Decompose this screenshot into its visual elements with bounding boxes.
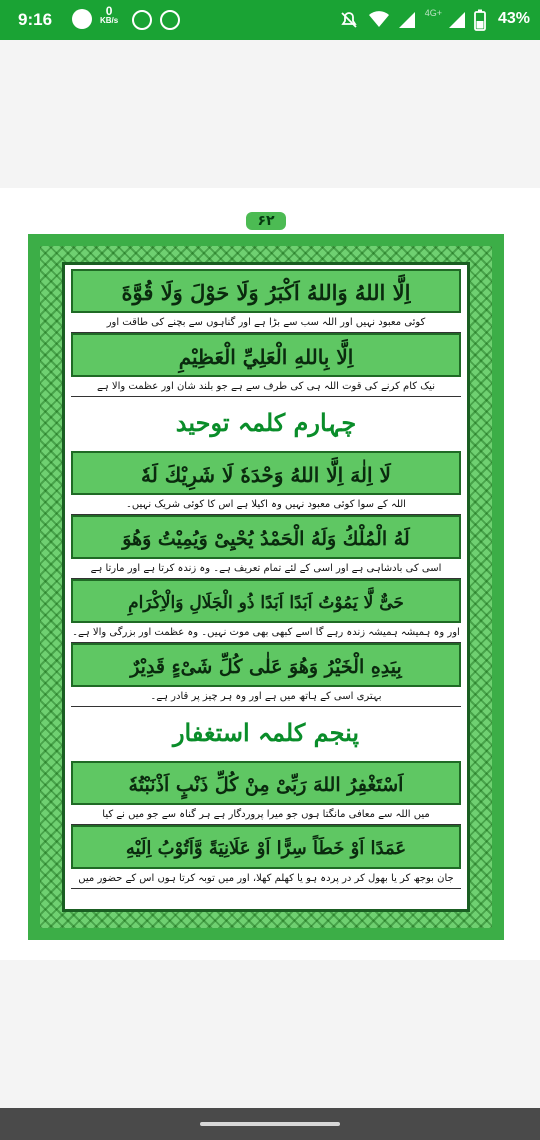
signal-icon [398, 11, 416, 29]
network-speed-unit: KB/s [100, 16, 119, 25]
battery-icon [474, 9, 486, 31]
arabic-line-4: لَهُ الْمُلْكُ وَلَهُ الْحَمْدُ يُحْيِیْ وَيُمِيْتُ وَهُوَ [71, 515, 461, 559]
signal-icon-2 [448, 11, 466, 29]
wifi-icon [368, 10, 390, 28]
kalma-page-image[interactable] [0, 188, 540, 960]
arabic-line-1: اِلَّا اللهُ وَاللهُ اَكْبَرُ وَلَا حَوْلَ وَلَا قُوَّةَ [71, 269, 461, 313]
network-speed-value: 0 [105, 4, 113, 18]
status-bar [0, 0, 540, 40]
battery-percent: 43% [497, 10, 530, 27]
urdu-translation-8: جان بوجھ کر یا بھول کر در پردہ ہو یا کھلم کھلا، اور میں توبہ کرتا ہوں اس کے حضور میں [71, 870, 461, 889]
mute-icon [340, 11, 358, 29]
status-time: 9:16 [18, 10, 53, 29]
page-number: ۶۲ [246, 212, 286, 230]
arabic-line-8: عَمَدًا اَوْ خَطَاً سِرًّا اَوْ عَلَانِيَةً وَّاَتُوْبُ اِلَيْهِ [71, 825, 461, 869]
home-gesture-handle[interactable] [200, 1122, 340, 1126]
arabic-line-5: حَیٌّ لَّا يَمُوْتُ اَبَدًا اَبَدًا ذُو الْجَلَالِ وَالْاِكْرَامِ [71, 579, 461, 623]
urdu-translation-2: نیک کام کرنے کی قوت اللہ ہی کی طرف سے ہے جو بلند شان اور عظمت والا ہے [71, 378, 461, 397]
urdu-translation-5: اور وہ ہمیشہ ہمیشہ زندہ رہے گا اسے کبھی بھی موت نہیں۔ وہ عظمت اور بزرگی والا ہے۔ [71, 624, 461, 643]
blocked-notification-icon [160, 10, 180, 30]
arabic-line-3: لَا اِلٰهَ اِلَّا اللهُ وَحْدَهٗ لَا شَرِيْكَ لَهٗ [71, 451, 461, 495]
urdu-translation-7: میں اللہ سے معافی مانگتا ہوں جو میرا پروردگار ہے ہر گناہ سے جو میں نے کیا [71, 806, 461, 825]
arabic-line-7: اَسْتَغْفِرُ اللهَ رَبِّیْ مِنْ كُلِّ ذَنْبٍ اَذْنَبْتُهٗ [71, 761, 461, 805]
urdu-translation-6: بہتری اسی کے ہاتھ میں ہے اور وہ ہر چیز پر قادر ہے۔ [71, 688, 461, 707]
navigation-bar [0, 1108, 540, 1140]
section-heading-tawheed: چہارم کلمہ توحید [71, 399, 461, 447]
network-type: 4G+ [424, 8, 442, 18]
network-speed [100, 4, 119, 25]
decorative-frame [28, 234, 504, 940]
arabic-line-6: بِيَدِهِ الْخَيْرُ وَهُوَ عَلٰى كُلِّ شَیْءٍ قَدِيْرٌ [71, 643, 461, 687]
arabic-line-2: اِلَّا بِاللهِ الْعَلِيِّ الْعَظِيْمِ [71, 333, 461, 377]
trash-notification-icon [132, 10, 152, 30]
notification-dot-icon [72, 9, 92, 29]
urdu-translation-3: اللہ کے سوا کوئی معبود نہیں وہ اکیلا ہے اس کا کوئی شریک نہیں۔ [71, 496, 461, 515]
kalma-text-panel [62, 262, 470, 912]
urdu-translation-4: اسی کی بادشاہی ہے اور اسی کے لئے تمام تعریف ہے۔ وہ زندہ کرتا ہے اور مارتا ہے [71, 560, 461, 579]
section-heading-istighfar: پنجم کلمہ استغفار [71, 709, 461, 757]
urdu-translation-1: کوئی معبود نہیں اور اللہ سب سے بڑا ہے اور گناہوں سے بچنے کی طاقت اور [71, 314, 461, 333]
